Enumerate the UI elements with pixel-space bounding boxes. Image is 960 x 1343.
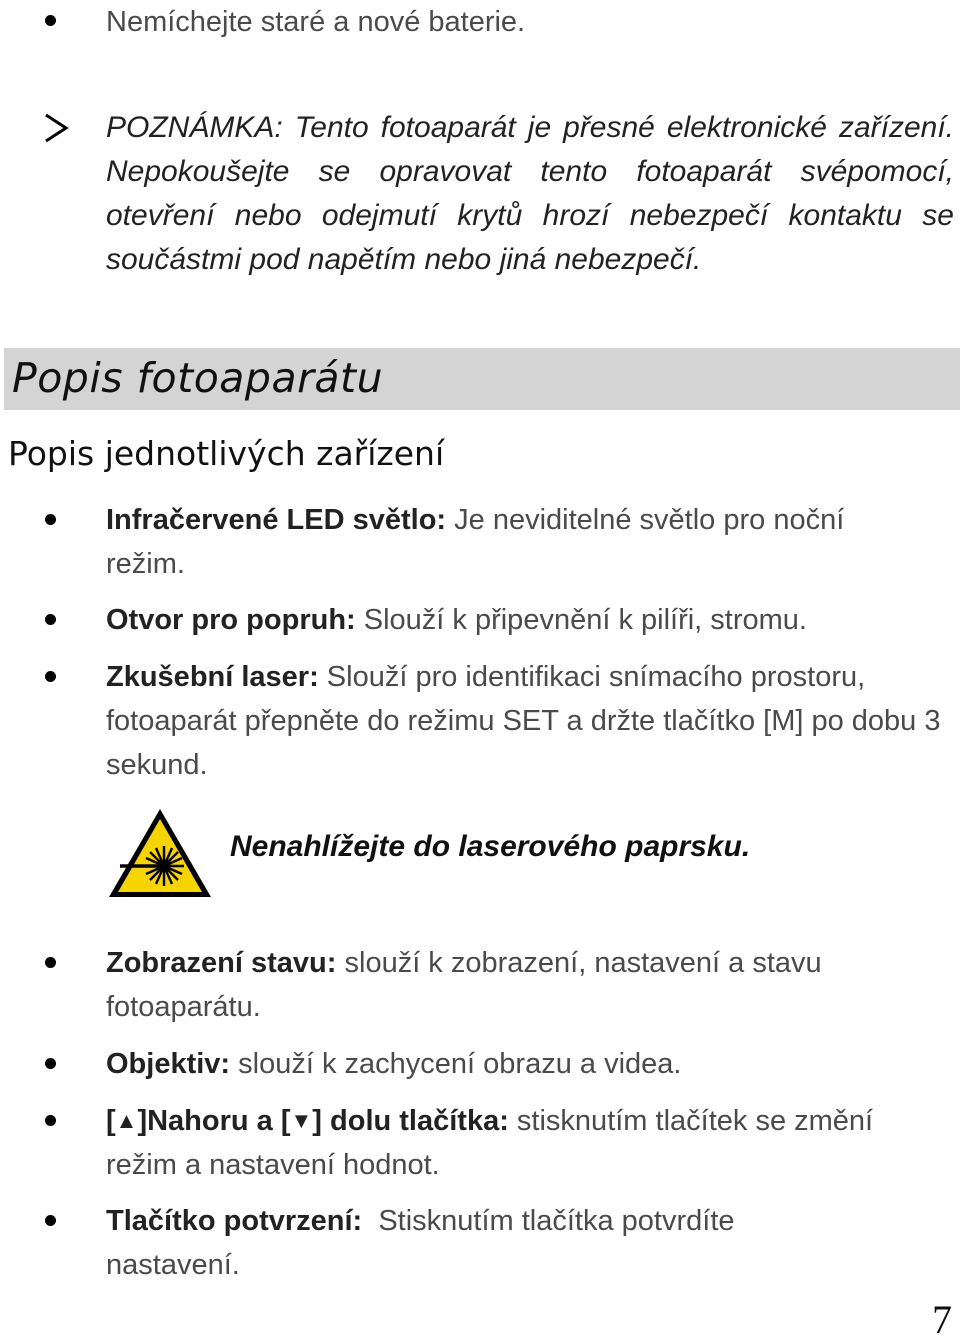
laser-warning-icon (106, 806, 214, 900)
item-label: Infračervené LED světlo: (106, 504, 447, 536)
item-label: Zkušební laser: (106, 661, 319, 693)
arrow-bullet-icon (42, 112, 70, 144)
item-label: Zobrazení stavu: (106, 947, 337, 979)
item-description: Stisknutím tlačítka potvrdíte nastavení. (106, 1205, 743, 1281)
down-triangle-icon: ▼ (290, 1108, 313, 1133)
bullet-icon (45, 671, 56, 682)
list-item-text (106, 655, 948, 787)
bullet-icon (45, 1115, 56, 1126)
item-label: Objektiv: (106, 1048, 231, 1080)
item-description: Slouží k připevnění k pilíři, stromu. (355, 604, 807, 636)
bullet-icon (45, 1058, 56, 1069)
item-label: Tlačítko potvrzení: (106, 1205, 363, 1237)
list-item-text (106, 598, 948, 642)
caution-note: POZNÁMKA: Tento fotoaparát je přesné elektronické zařízení. Nepokoušejte se opravovat tento fotoaparát svépomocí, otevření nebo odejmutí krytů hrozí nebezpečí kontaktu se součástmi pod napětím nebo jiná nebezpečí. (106, 111, 954, 276)
item-description: slouží k zobrazení, nastavení a stavu fotoaparátu. (106, 947, 822, 1023)
section-title: Popis fotoaparátu (12, 354, 384, 402)
laser-warning-text: Nenahlížejte do laserového paprsku. (230, 830, 751, 863)
list-item-text (106, 1042, 948, 1086)
list-item-text (106, 498, 920, 586)
bullet-icon (45, 614, 56, 625)
item-label (106, 1105, 509, 1137)
up-triangle-icon: ▲ (115, 1108, 138, 1133)
item-description: Je neviditelné světlo pro noční režim. (106, 504, 845, 580)
label-up-text: ]Nahoru a [ (137, 1105, 291, 1137)
list-item-text (106, 941, 900, 1029)
battery-note-text: Nemíchejte staré a nové baterie. (106, 6, 526, 38)
list-item-text (106, 1199, 840, 1287)
item-description: stisknutím tlačítek se změní režim a nastavení hodnot. (106, 1105, 874, 1181)
item-description: slouží k zachycení obrazu a videa. (230, 1048, 682, 1080)
label-down-text: ] dolu tlačítka: (312, 1105, 509, 1137)
bracket-open: [ (106, 1105, 116, 1137)
page-number: 7 (932, 1297, 952, 1342)
list-item-text (106, 1099, 900, 1187)
item-description: Slouží pro identifikaci snímacího prostoru, fotoaparát přepněte do režimu SET a držte tlačítko [M] po dobu 3 sekund. (106, 661, 941, 781)
subheading: Popis jednotlivých zařízení (8, 434, 445, 473)
bullet-icon (45, 957, 56, 968)
bullet-icon (45, 15, 56, 26)
bullet-icon (45, 1215, 56, 1226)
bullet-icon (45, 514, 56, 525)
item-label: Otvor pro popruh: (106, 604, 356, 636)
section-header-bar (4, 348, 960, 410)
